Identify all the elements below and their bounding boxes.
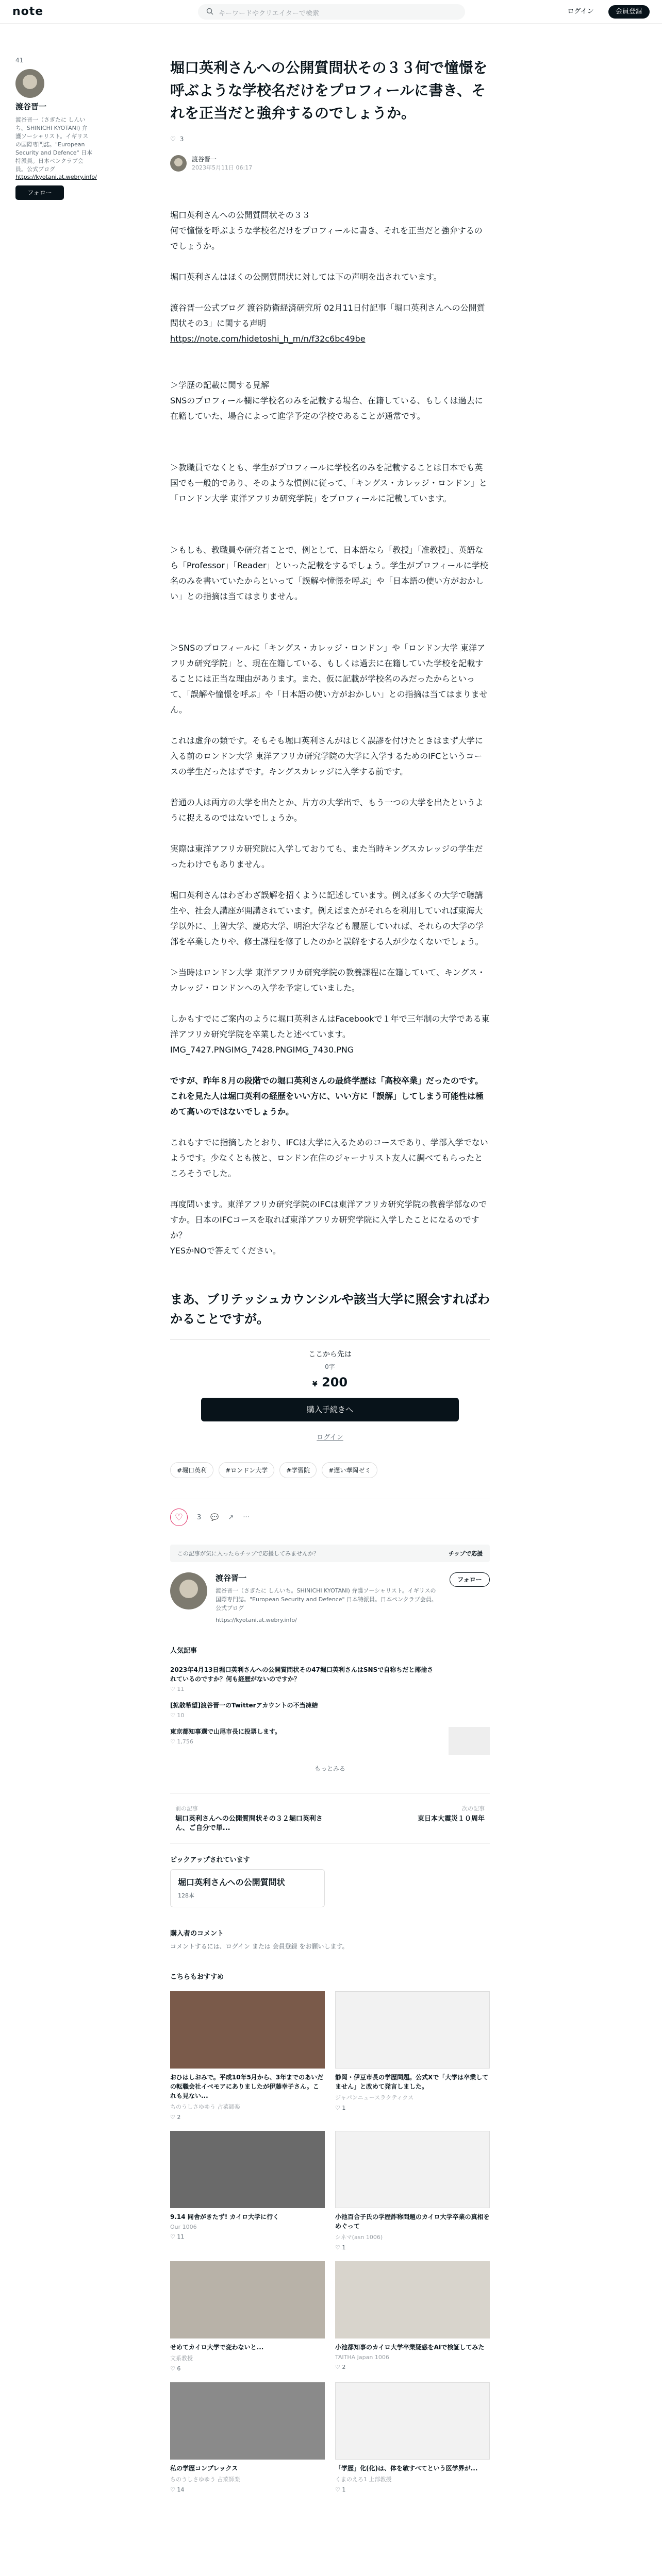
author-profile-card <box>170 1572 490 1624</box>
article-date: 2023年5月11日 06:17 <box>192 164 253 171</box>
tip-text: この記事が気に入ったらチップで応援してみませんか？ <box>177 1550 319 1557</box>
article-paragraph: ＞教職員でなくとも、学生がプロフィールに学校名のみを記載することは日本でも英国でも一般的であり、そのような慣例に従って、「キングス・カレッジ・ロンドン」と「ロンドン大学 東洋アフリカ研究学院」をプロフィールに記載しています。 <box>170 463 487 503</box>
sidebar-count: 41 <box>15 57 24 64</box>
rec-card[interactable]: 私の学歴コンプレックス ちのうしさゆゆう 占菜師楽 ♡ 14 <box>170 2382 325 2493</box>
magazine-title: ピックアップされています <box>170 1856 250 1864</box>
popular-list <box>170 1662 490 1773</box>
paywall-chars: 0字 <box>325 1363 335 1370</box>
article-main <box>170 57 490 2493</box>
article-author <box>170 155 490 172</box>
article-paragraph: 渡谷晋一公式ブログ 渡谷防衛経済研究所 02月11日付記事「堀口英利さんへの公開質問状その3」に関する声明 <box>170 303 485 328</box>
recs-grid <box>170 1991 490 2493</box>
article-paragraph: ＞SNSのプロフィールに「キングス・カレッジ・ロンドン」や「ロンドン大学 東洋アフリカ研究学院」と、現在在籍している、もしくは過去に在籍していた学校を記載することには正当な理由があります。また、仮に記載が学校名のみだったからといって、「誤解や憧憬を呼ぶ」や「日本語の使い方がおかしい」との指摘は当てはまりません。 <box>170 643 488 715</box>
rec-card[interactable]: 小池都知事のカイロ大学卒業疑惑をAIで検証してみた TAITHA Japan 1006 ♡ 2 <box>335 2261 490 2372</box>
profile-name[interactable]: 渡谷晋一 <box>216 1573 247 1583</box>
author-avatar[interactable] <box>15 69 44 98</box>
article-paragraph: 普通の人は両方の大学を出たとか、片方の大学出で、もう一つの大学を出たというように捉えるのではないでしょうか。 <box>170 798 484 823</box>
note-logo[interactable]: note <box>12 5 44 18</box>
search-icon <box>206 8 213 15</box>
sidebar-url[interactable]: https://kyotani.at.webry.info/ <box>15 174 97 180</box>
popular-item[interactable]: 2023年4月13日堀口英利さんへの公開質問状その47堀口英利さんはSNSで自称ちだと揶揄されているのですか？何も経歴がないのですか？ ♡ 11 <box>170 1666 434 1692</box>
magazine-card[interactable]: 堀口英利さんへの公開質問状 128本 <box>170 1869 325 1907</box>
rec-card[interactable]: おひはしおみで。平成10年5月から、3年までのあいだの転職会社イベモアにありましたが伊藤幸子さん。これも見ない... ちのうしさゆゆう 占菜師楽 ♡ 2 <box>170 1991 325 2121</box>
article-paragraph: 再度問います。東洋アフリカ研究学院のIFCは東洋アフリカ研究学院の教養学部なのですか。日本のIFCコースを取れば東洋アフリカ研究学院に入学したことになるのですか？ YESかNOで答えてください。 <box>170 1199 487 1256</box>
top-header <box>0 0 662 24</box>
article-author-name[interactable]: 渡谷晋一 <box>192 156 217 163</box>
article-paragraph: 堀口英利さんへの公開質問状その３３ 何で憧憬を呼ぶような学校名だけをプロフィールに書き、それを正当だと強弁するのでしょうか。 <box>170 210 483 251</box>
tip-button[interactable]: チップで応援 <box>449 1550 483 1557</box>
paywall-price: ¥ 200 <box>312 1375 348 1389</box>
signup-button[interactable]: 会員登録 <box>608 5 650 19</box>
profile-url[interactable]: https://kyotani.at.webry.info/ <box>216 1617 297 1623</box>
article-paragraph: 堀口英利さんはほくの公開質問状に対しては下の声明を出されています。 <box>170 272 442 282</box>
next-article[interactable]: 次の記事 東日本大震災１０周年 <box>417 1805 485 1823</box>
article-actions <box>170 1499 490 1526</box>
rec-card[interactable]: 9.14 同舎がきたず! カイロ大学に行く Our 1006 ♡ 11 <box>170 2131 325 2251</box>
tag[interactable]: #遅い華岡ゼミ <box>322 1462 377 1478</box>
article-subheading: まあ、ブリテッシュカウンシルや該当大学に照会すればわかることですが。 <box>170 1292 490 1326</box>
comment-desc: コメントするには、ログイン または 会員登録 をお願いします。 <box>170 1943 349 1950</box>
recs-title: こちらもおすすめ <box>170 1973 224 1981</box>
profile-avatar[interactable] <box>170 1572 207 1609</box>
article-paragraph: これもすでに指摘したとおり、IFCは大学に入るためのコースであり、学部入学でないようです。少なくとも彼と、ロンドン在住のジャーナリスト友人に調べてもらったところそうでした。 <box>170 1138 488 1178</box>
profile-bio: 渡谷晋一（さぎたに しんいち。SHINICHI KYOTANI) 弁護ソーシャリスト。イギリスの国際専門誌。"European Security and Defence" 日本特派員。日本ペンクラブ会員。公式ブログ <box>216 1587 437 1612</box>
rec-card[interactable]: せめてカイロ大学で変わないと... 文系教授 ♡ 6 <box>170 2261 325 2372</box>
search-box[interactable] <box>198 4 465 20</box>
search-placeholder: キーワードやクリエイターで検索 <box>219 10 319 18</box>
article-paragraph: 実際は東洋アフリカ研究院に入学しておりても、また当時キングスカレッジの学生だったわけでもありません。 <box>170 844 483 869</box>
article-paragraph: ＞当時はロンドン大学 東洋アフリカ研究学院の教養課程に在籍していて、キングス・カレッジ・ロンドンへの入学を予定していました。 <box>170 968 486 993</box>
sidebar-author-name[interactable]: 渡谷晋一 <box>15 102 47 111</box>
article-nav <box>170 1793 490 1844</box>
statement-link[interactable]: https://note.com/hidetoshi_h_m/n/f32c6bc49be <box>170 334 366 344</box>
title-like-row <box>170 133 490 145</box>
article-strong-paragraph: ですが、昨年８月の段階での堀口英利さんの最終学歴は「高校卒業」だったのです。 これを見た人は堀口英利の経歴をいい方に、いい方に「誤解」してしまう可能性は極めて高いのではないでしょうか。 <box>170 1076 484 1116</box>
sidebar-bio: 渡谷晋一（さぎたに しんいち。SHINICHI KYOTANI) 弁護ソーシャリスト。イギリスの国際専門誌。"European Security and Defence" 日本特派員。日本ペンクラブ会員。公式ブログ <box>15 116 93 173</box>
tag-list <box>170 1462 490 1478</box>
article-title: 堀口英利さんへの公開質問状その３３何で憧憬を呼ぶような学校名だけをプロフィールに書き、それを正当だと強弁するのでしょうか。 <box>170 59 488 122</box>
paywall <box>170 1339 490 1442</box>
sidebar-follow-button[interactable]: フォロー <box>15 185 64 200</box>
rec-card[interactable]: 静岡・伊豆市長の学歴問題。公式Xで「大学は卒業してません」と改めて発言しました。 ジャパンニュースラクティクス ♡ 1 <box>335 1991 490 2121</box>
profile-follow-button[interactable]: フォロー <box>450 1572 490 1587</box>
comment-section <box>170 1928 490 1951</box>
author-avatar-small[interactable] <box>170 155 187 172</box>
rec-card[interactable]: 「学歴」化(化)は、体を敏すべてという医学界が... くまのえろ1 上部教授 ♡ 1 <box>335 2382 490 2493</box>
article-paragraph: 堀口英利さんはわざわざ誤解を招くように記述しています。例えば多くの大学で聴講生や、社会人講座が開講されています。例えばまたがそれらを利用していれば東海大学以外に、上智大学、慶応大学、明治大学なども履歴していれば、それらの大学の学部を卒業したりや、修士課程を修了したのかと誤解をする人が少なくないでしょう。 <box>170 890 484 946</box>
article-body <box>170 208 490 1259</box>
tag[interactable]: #学習院 <box>279 1462 317 1478</box>
article-paragraph: ＞もしも、教職員や研究者ことで、例として、日本語なら「教授」「准教授」、英語なら「Professor」「Reader」といった記載をするでしょう。学生がプロフィールに学校名のみを書いていたからといって「誤解や憧憬を呼ぶ」や「日本語の使い方がおかしい」との指摘は当てはまりません。 <box>170 545 488 601</box>
popular-title: 人気記事 <box>170 1647 197 1655</box>
tip-bar <box>170 1545 490 1562</box>
article-paragraph: これは虚弁の類です。そもそも堀口英利さんがはじく誤謬を付けたときはまず大学に入る前のロンドン大学 東洋アフリカ研究学院の大学に入学するためのIFCというコースの学生だったはずです。キングスカレッジに入学する前です。 <box>170 736 483 776</box>
comment-icon[interactable]: 💬 <box>210 1513 219 1521</box>
magazine-section <box>170 1854 490 1907</box>
paywall-title: ここから先は <box>308 1350 352 1359</box>
prev-article[interactable]: 前の記事 堀口英利さんへの公開質問状その３２堀口英利さん、ご自分で単... <box>175 1805 323 1832</box>
like-heart-icon[interactable]: ♡ <box>170 1509 188 1526</box>
author-sidebar <box>15 57 97 200</box>
buy-button[interactable]: 購入手続きへ <box>201 1398 459 1421</box>
like-count: 3 <box>197 1513 202 1521</box>
popular-item[interactable]: [拡散希望]渡谷晋一のTwitterアカウントの不当凍結 ♡ 10 <box>170 1702 318 1719</box>
article-paragraph: ＞学歴の記載に関する見解 SNSのプロフィール欄に学校名のみを記載する場合、在籍している、もしくは過去に在籍していた、場合によって進学予定の学校であることが通常です。 <box>170 380 483 421</box>
more-icon[interactable]: ··· <box>243 1513 250 1521</box>
heart-icon[interactable]: ♡ <box>170 135 176 143</box>
login-button[interactable]: ログイン <box>567 8 594 15</box>
tag[interactable]: #ロンドン大学 <box>219 1462 274 1478</box>
rec-card[interactable]: 小池百合子氏の学歴詐称問題のカイロ大学卒業の真相をめぐって シネマ(asn 1006) ♡ 1 <box>335 2131 490 2251</box>
title-like-count: 3 <box>179 135 184 143</box>
popular-thumbnail <box>449 1727 490 1755</box>
article-paragraph: しかもすでにご案内のように堀口英利さんはFacebookで１年で三年制の大学である東洋アフリカ研究学院を卒業したと述べています。 IMG_7427.PNGIMG_7428.PNGIMG_7430.PNG <box>170 1014 490 1055</box>
more-link[interactable]: もっとみる <box>314 1765 345 1772</box>
share-icon[interactable]: ↗ <box>228 1513 234 1521</box>
tag[interactable]: #堀口英利 <box>170 1462 213 1478</box>
paywall-login-link[interactable]: ログイン <box>317 1434 343 1442</box>
comment-title: 購入者のコメント <box>170 1930 224 1938</box>
popular-item[interactable]: 東京都知事選で山尾市長に投票します。 ♡ 1,756 <box>170 1724 490 1760</box>
